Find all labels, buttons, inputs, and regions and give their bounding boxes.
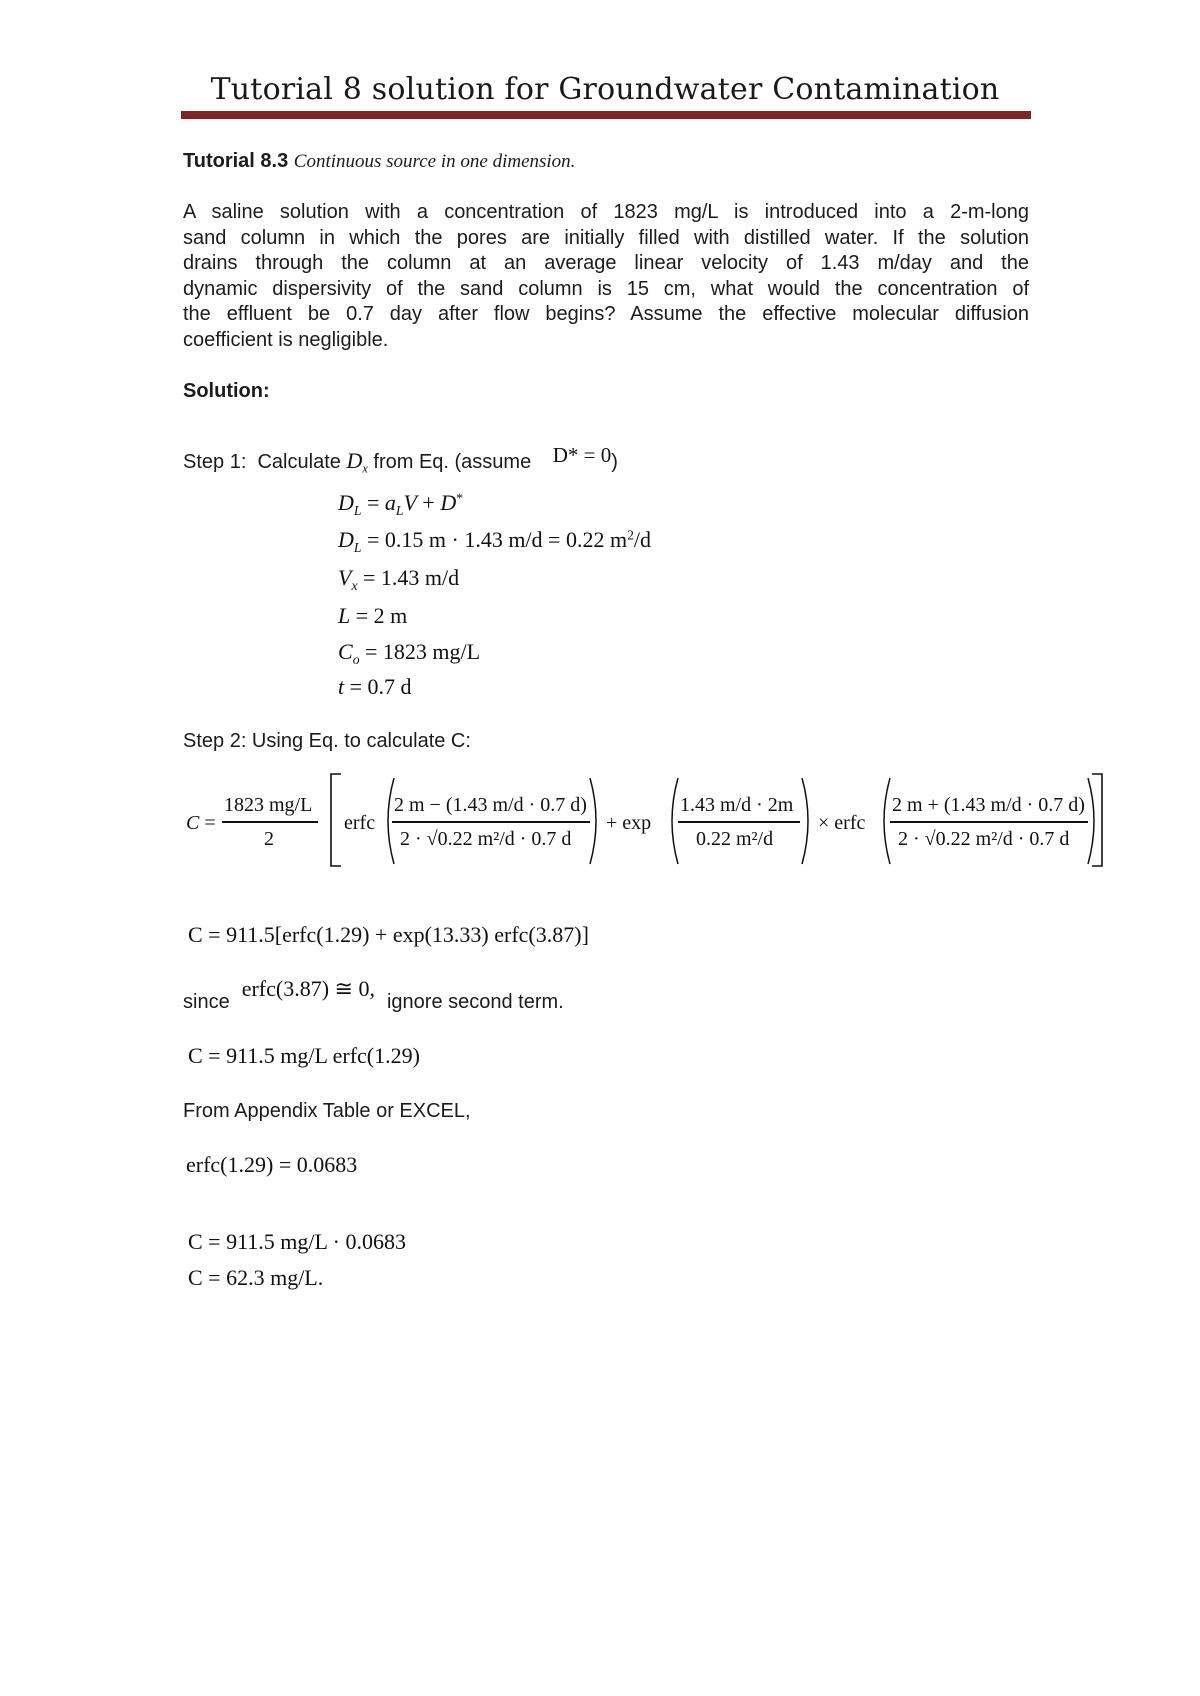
problem-line: the effluent be 0.7 day after flow begins? Assume the effective molecular diffusion (183, 303, 1029, 325)
equation-dl-def: $D_L = a_LV + D^*$ (338, 490, 464, 518)
main-equation (186, 778, 1106, 876)
tutorial-subtitle: Continuous source in one dimension. (293, 151, 576, 172)
since-expression: erfc(3.87) ≅ 0, (241, 976, 375, 1001)
right-paren (800, 776, 814, 866)
eq-times-erfc: × erfc (818, 812, 866, 834)
right-paren (588, 776, 602, 866)
erfc-value: erfc(1.29) = 0.0683 (186, 1152, 358, 1177)
eq-term1-numerator: 2 m − (1.43 m/d · 0.7 d) (394, 794, 587, 816)
eq-term2-numerator: 1.43 m/d · 2m (680, 794, 794, 816)
tutorial-label: Tutorial 8.3 (183, 150, 289, 172)
page-header-title: Tutorial 8 solution for Groundwater Contamination (210, 72, 1000, 107)
eq-term3-denominator: 2 · √0.22 m²/d · 0.7 d (898, 828, 1070, 850)
eq-plus-exp: + exp (606, 812, 652, 834)
fraction-bar (222, 821, 318, 823)
eq-coef-numerator: 1823 mg/L (224, 794, 313, 816)
result-simplified: C = 911.5 mg/L erfc(1.29) (188, 1043, 420, 1068)
eq-lhs: C = (186, 812, 216, 834)
problem-line: dynamic dispersivity of the sand column is 15 cm, what would the concentration of (183, 277, 1029, 300)
right-bracket (1084, 772, 1106, 868)
fraction-bar (678, 821, 800, 823)
equation-time: t = 0.7 d (338, 674, 412, 699)
appendix-note: From Appendix Table or EXCEL, (183, 1100, 471, 1122)
problem-line: coefficient is negligible. (183, 328, 389, 351)
equation-co: $C_o = 1823$ mg/L (338, 639, 481, 667)
problem-statement (183, 200, 1029, 353)
equation-dl-value: $D_L = 0.15$ m · 1.43 m/d = 0.22 $m^2/d$ (338, 527, 651, 555)
eq-coef-denominator: 2 (264, 828, 274, 850)
problem-line: drains through the column at an average linear velocity of 1.43 m/day and the (183, 252, 1029, 274)
tutorial-heading (183, 150, 575, 173)
result-expanded: C = 911.5[erfc(1.29) + exp(13.33) erfc(3.87)] (188, 922, 589, 947)
assume-expression: D* = 0 (552, 443, 612, 467)
since-line: since erfc(3.87) ≅ 0, ignore second term. (183, 976, 564, 1013)
eq-term1-denominator: 2 · √0.22 m²/d · 0.7 d (400, 828, 572, 850)
eq-term3-numerator: 2 m + (1.43 m/d · 0.7 d) (892, 794, 1085, 816)
problem-line: sand column in which the pores are initially filled with distilled water. If the solution (183, 226, 1029, 249)
fraction-bar (890, 821, 1088, 823)
problem-line: A saline solution with a concentration of 1823 mg/L is introduced into a 2-m-long (183, 201, 1029, 223)
step2-text: Step 2: Using Eq. to calculate C: (183, 730, 471, 752)
final-answer: C = 62.3 mg/L. (188, 1265, 324, 1290)
step1-text: Step 1: Calculate $D_x$ from Eq. (assume D* = 0) (183, 443, 618, 476)
final-multiply: C = 911.5 mg/L · 0.0683 (188, 1229, 406, 1254)
solution-label: Solution: (183, 380, 270, 402)
fraction-bar (392, 821, 590, 823)
equation-vx: $V_x = 1.43$ m/d (338, 565, 460, 593)
eq-term2-denominator: 0.22 m²/d (696, 828, 774, 850)
eq-erfc-label: erfc (344, 812, 376, 834)
header-rule (181, 111, 1031, 119)
equation-length: L = 2 m (338, 603, 408, 628)
